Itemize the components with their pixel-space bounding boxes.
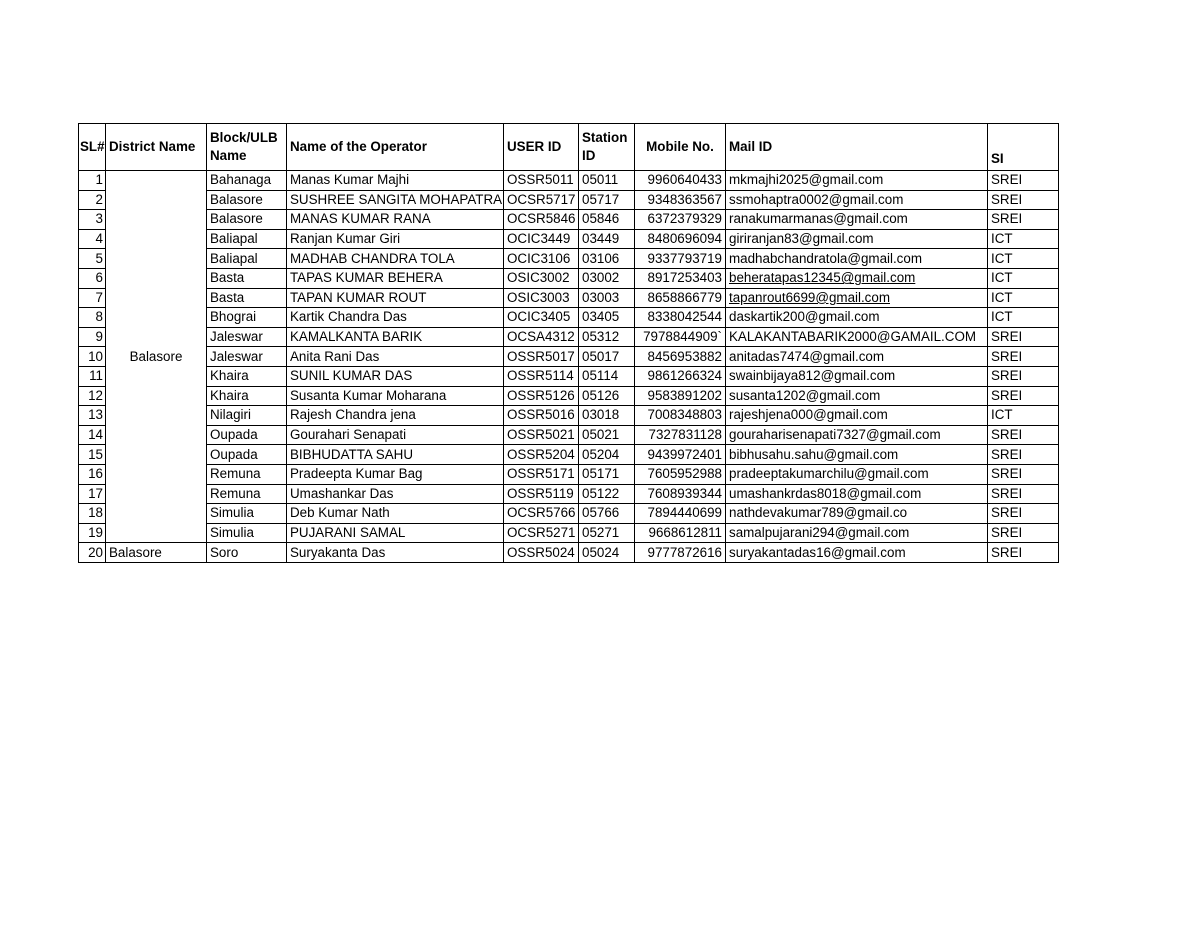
mail-cell: bibhusahu.sahu@gmail.com (726, 445, 988, 465)
mail-cell: ssmohaptra0002@gmail.com (726, 190, 988, 210)
table-row (79, 543, 1059, 563)
mail-cell: suryakantadas16@gmail.com (726, 543, 988, 563)
table-row (79, 406, 1059, 426)
station-id-cell: 05122 (579, 484, 635, 504)
header-user-id: USER ID (504, 124, 579, 171)
user-id-cell: OSSR5119 (504, 484, 579, 504)
user-id-cell: OSSR5021 (504, 425, 579, 445)
station-id-cell: 05204 (579, 445, 635, 465)
operator-name-cell: MANAS KUMAR RANA (287, 210, 504, 230)
mail-cell: nathdevakumar789@gmail.co (726, 504, 988, 524)
si-cell: SREI (988, 210, 1059, 230)
station-id-cell: 03002 (579, 268, 635, 288)
table-row (79, 171, 1059, 191)
user-id-cell: OCIC3405 (504, 308, 579, 328)
sl-cell: 2 (79, 190, 106, 210)
mail-cell: daskartik200@gmail.com (726, 308, 988, 328)
station-id-cell: 03003 (579, 288, 635, 308)
sl-cell: 1 (79, 171, 106, 191)
user-id-cell: OSIC3003 (504, 288, 579, 308)
header-row (79, 124, 1059, 171)
si-cell: SREI (988, 464, 1059, 484)
operator-name-cell: SUSHREE SANGITA MOHAPATRA (287, 190, 504, 210)
station-id-cell: 03106 (579, 249, 635, 269)
si-cell: SREI (988, 523, 1059, 543)
header-operator: Name of the Operator (287, 124, 504, 171)
table-row (79, 445, 1059, 465)
header-mobile: Mobile No. (635, 124, 726, 171)
mobile-cell: 9583891202 (635, 386, 726, 406)
header-sl: SL# (79, 124, 106, 171)
si-cell: SREI (988, 366, 1059, 386)
mobile-cell: 8480696094 (635, 229, 726, 249)
station-id-cell: 05171 (579, 464, 635, 484)
block-cell: Oupada (207, 425, 287, 445)
table-row (79, 523, 1059, 543)
mobile-cell: 7894440699 (635, 504, 726, 524)
table-row (79, 386, 1059, 406)
station-id-cell: 05021 (579, 425, 635, 445)
mail-cell: pradeeptakumarchilu@gmail.com (726, 464, 988, 484)
block-cell: Bahanaga (207, 171, 287, 191)
table-row (79, 425, 1059, 445)
block-cell: Oupada (207, 445, 287, 465)
si-cell: SREI (988, 190, 1059, 210)
mail-link[interactable]: beheratapas12345@gmail.com (729, 270, 916, 286)
mobile-cell: 7008348803 (635, 406, 726, 426)
table-row (79, 288, 1059, 308)
station-id-cell: 05126 (579, 386, 635, 406)
table-row (79, 249, 1059, 269)
table-row (79, 504, 1059, 524)
sl-cell: 5 (79, 249, 106, 269)
user-id-cell: OCSR5846 (504, 210, 579, 230)
mail-cell: samalpujarani294@gmail.com (726, 523, 988, 543)
si-cell: SREI (988, 445, 1059, 465)
block-cell: Baliapal (207, 249, 287, 269)
mail-cell: madhabchandratola@gmail.com (726, 249, 988, 269)
operator-name-cell: Manas Kumar Majhi (287, 171, 504, 191)
district-cell: Balasore (106, 543, 207, 563)
operator-name-cell: Susanta Kumar Moharana (287, 386, 504, 406)
header-station-id: Station ID (579, 124, 635, 171)
sl-cell: 3 (79, 210, 106, 230)
mobile-cell: 8338042544 (635, 308, 726, 328)
mail-cell: swainbijaya812@gmail.com (726, 366, 988, 386)
station-id-cell: 05271 (579, 523, 635, 543)
si-cell: SREI (988, 347, 1059, 367)
station-id-cell: 03449 (579, 229, 635, 249)
mobile-cell: 8658866779 (635, 288, 726, 308)
table-row (79, 347, 1059, 367)
block-cell: Basta (207, 268, 287, 288)
mail-cell: giriranjan83@gmail.com (726, 229, 988, 249)
block-cell: Remuna (207, 464, 287, 484)
table-row (79, 327, 1059, 347)
block-cell: Simulia (207, 523, 287, 543)
mobile-cell: 9861266324 (635, 366, 726, 386)
block-cell: Simulia (207, 504, 287, 524)
operator-name-cell: Rajesh Chandra jena (287, 406, 504, 426)
operator-name-cell: Deb Kumar Nath (287, 504, 504, 524)
user-id-cell: OSSR5017 (504, 347, 579, 367)
user-id-cell: OCIC3106 (504, 249, 579, 269)
operator-name-cell: TAPAN KUMAR ROUT (287, 288, 504, 308)
operator-name-cell: Gourahari Senapati (287, 425, 504, 445)
mobile-cell: 8456953882 (635, 347, 726, 367)
mail-cell: ranakumarmanas@gmail.com (726, 210, 988, 230)
block-cell: Balasore (207, 210, 287, 230)
si-cell: ICT (988, 308, 1059, 328)
mail-cell: gouraharisenapati7327@gmail.com (726, 425, 988, 445)
user-id-cell: OCIC3449 (504, 229, 579, 249)
mail-cell (726, 288, 988, 308)
sl-cell: 11 (79, 366, 106, 386)
operator-name-cell: PUJARANI SAMAL (287, 523, 504, 543)
mail-cell: mkmajhi2025@gmail.com (726, 171, 988, 191)
user-id-cell: OCSR5271 (504, 523, 579, 543)
operator-name-cell: Pradeepta Kumar Bag (287, 464, 504, 484)
sl-cell: 16 (79, 464, 106, 484)
si-cell: ICT (988, 406, 1059, 426)
station-id-cell: 03405 (579, 308, 635, 328)
mobile-cell: 7608939344 (635, 484, 726, 504)
block-cell: Baliapal (207, 229, 287, 249)
sl-cell: 19 (79, 523, 106, 543)
mail-cell: susanta1202@gmail.com (726, 386, 988, 406)
mobile-cell: 9348363567 (635, 190, 726, 210)
si-cell: SREI (988, 484, 1059, 504)
station-id-cell: 05024 (579, 543, 635, 563)
mobile-cell: 9668612811 (635, 523, 726, 543)
si-cell: SREI (988, 386, 1059, 406)
block-cell: Jaleswar (207, 347, 287, 367)
sl-cell: 20 (79, 543, 106, 563)
user-id-cell: OSSR5114 (504, 366, 579, 386)
mobile-cell: 9337793719 (635, 249, 726, 269)
table-row (79, 366, 1059, 386)
operator-name-cell: Suryakanta Das (287, 543, 504, 563)
mobile-cell: 7327831128 (635, 425, 726, 445)
mobile-cell: 7978844909` (635, 327, 726, 347)
table-row (79, 229, 1059, 249)
operators-table (78, 123, 1059, 563)
si-cell: SREI (988, 171, 1059, 191)
block-cell: Nilagiri (207, 406, 287, 426)
mail-cell (726, 268, 988, 288)
user-id-cell: OSSR5126 (504, 386, 579, 406)
user-id-cell: OCSR5766 (504, 504, 579, 524)
si-cell: ICT (988, 249, 1059, 269)
operator-name-cell: SUNIL KUMAR DAS (287, 366, 504, 386)
mobile-cell: 9439972401 (635, 445, 726, 465)
header-district: District Name (106, 124, 207, 171)
station-id-cell: 05846 (579, 210, 635, 230)
si-cell: SREI (988, 543, 1059, 563)
table-row (79, 190, 1059, 210)
user-id-cell: OSIC3002 (504, 268, 579, 288)
table-row (79, 268, 1059, 288)
operator-name-cell: Umashankar Das (287, 484, 504, 504)
block-cell: Bhograi (207, 308, 287, 328)
user-id-cell: OCSR5717 (504, 190, 579, 210)
sl-cell: 6 (79, 268, 106, 288)
block-cell: Jaleswar (207, 327, 287, 347)
operator-name-cell: Anita Rani Das (287, 347, 504, 367)
table-row (79, 484, 1059, 504)
sl-cell: 12 (79, 386, 106, 406)
table-row (79, 308, 1059, 328)
si-cell: ICT (988, 268, 1059, 288)
header-mail: Mail ID (726, 124, 988, 171)
operator-name-cell: Ranjan Kumar Giri (287, 229, 504, 249)
user-id-cell: OSSR5171 (504, 464, 579, 484)
block-cell: Basta (207, 288, 287, 308)
sl-cell: 18 (79, 504, 106, 524)
header-block: Block/ULB Name (207, 124, 287, 171)
user-id-cell: OSSR5016 (504, 406, 579, 426)
operator-name-cell: KAMALKANTA BARIK (287, 327, 504, 347)
block-cell: Khaira (207, 366, 287, 386)
operator-name-cell: BIBHUDATTA SAHU (287, 445, 504, 465)
station-id-cell: 05011 (579, 171, 635, 191)
block-cell: Khaira (207, 386, 287, 406)
user-id-cell: OSSR5204 (504, 445, 579, 465)
mobile-cell: 9777872616 (635, 543, 726, 563)
mail-cell: KALAKANTABARIK2000@GAMAIL.COM (726, 327, 988, 347)
user-id-cell: OCSA4312 (504, 327, 579, 347)
table-row (79, 464, 1059, 484)
block-cell: Remuna (207, 484, 287, 504)
station-id-cell: 05312 (579, 327, 635, 347)
table-body (79, 171, 1059, 563)
station-id-cell: 05017 (579, 347, 635, 367)
user-id-cell: OSSR5011 (504, 171, 579, 191)
si-cell: ICT (988, 229, 1059, 249)
si-cell: ICT (988, 288, 1059, 308)
block-cell: Balasore (207, 190, 287, 210)
station-id-cell: 03018 (579, 406, 635, 426)
station-id-cell: 05114 (579, 366, 635, 386)
station-id-cell: 05766 (579, 504, 635, 524)
sl-cell: 15 (79, 445, 106, 465)
operator-name-cell: TAPAS KUMAR BEHERA (287, 268, 504, 288)
mobile-cell: 6372379329 (635, 210, 726, 230)
sl-cell: 14 (79, 425, 106, 445)
sl-cell: 10 (79, 347, 106, 367)
si-cell: SREI (988, 327, 1059, 347)
sl-cell: 9 (79, 327, 106, 347)
operator-name-cell: MADHAB CHANDRA TOLA (287, 249, 504, 269)
sl-cell: 13 (79, 406, 106, 426)
sl-cell: 17 (79, 484, 106, 504)
mobile-cell: 7605952988 (635, 464, 726, 484)
user-id-cell: OSSR5024 (504, 543, 579, 563)
table-row (79, 210, 1059, 230)
operator-name-cell: Kartik Chandra Das (287, 308, 504, 328)
mail-cell: anitadas7474@gmail.com (726, 347, 988, 367)
header-si: SI (988, 124, 1059, 171)
mail-link[interactable]: tapanrout6699@gmail.com (729, 289, 890, 305)
station-id-cell: 05717 (579, 190, 635, 210)
district-merged-cell: Balasore (106, 171, 207, 543)
mobile-cell: 8917253403 (635, 268, 726, 288)
si-cell: SREI (988, 504, 1059, 524)
block-cell: Soro (207, 543, 287, 563)
sl-cell: 7 (79, 288, 106, 308)
sl-cell: 8 (79, 308, 106, 328)
sl-cell: 4 (79, 229, 106, 249)
mail-cell: umashankrdas8018@gmail.com (726, 484, 988, 504)
mobile-cell: 9960640433 (635, 171, 726, 191)
si-cell: SREI (988, 425, 1059, 445)
mail-cell: rajeshjena000@gmail.com (726, 406, 988, 426)
